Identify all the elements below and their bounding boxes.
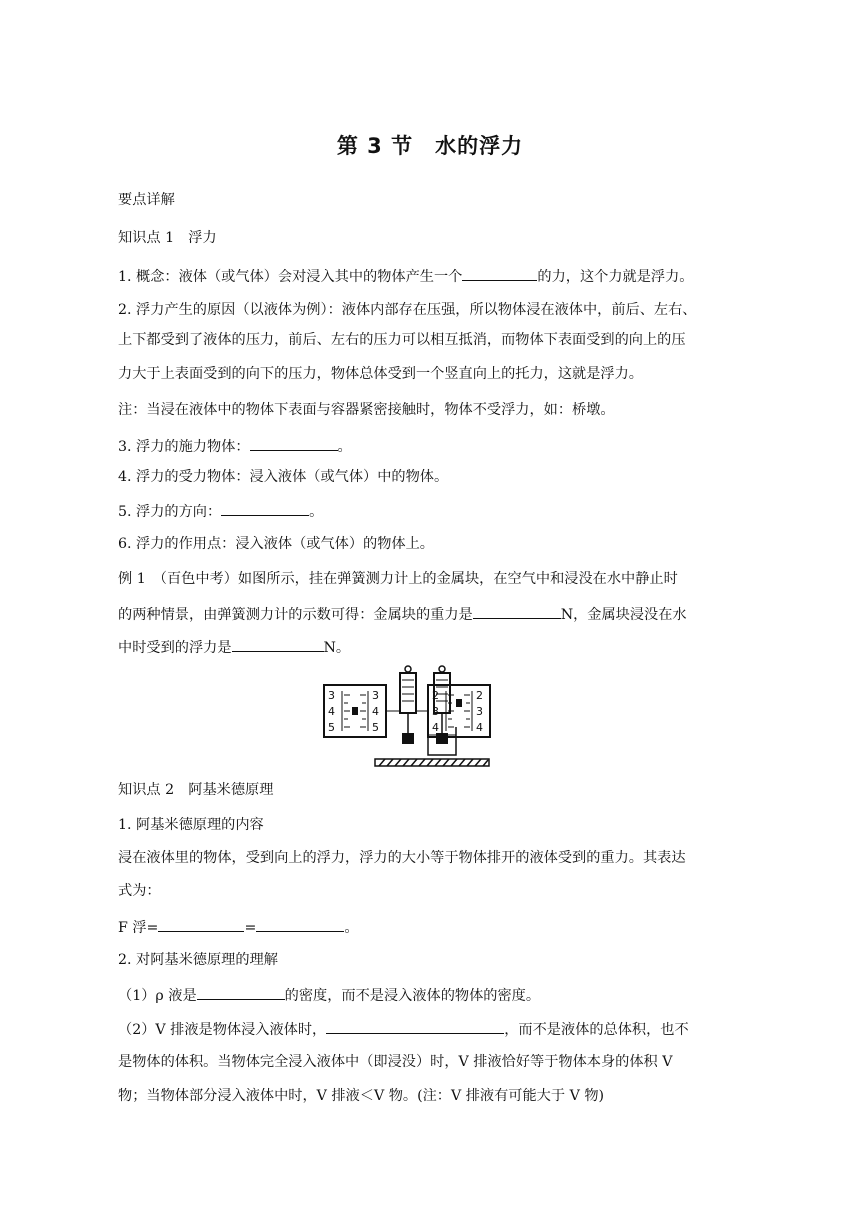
section-heading: 要点详解 <box>118 192 175 208</box>
left-scale-label: 3 <box>328 689 335 702</box>
right-scale-label: 4 <box>476 721 483 734</box>
spring-scale-figure <box>322 665 494 771</box>
left-scale-label: 5 <box>328 721 335 734</box>
note-line: 注：当浸在液体中的物体下表面与容器紧密接触时，物体不受浮力，如：桥墩。 <box>118 402 615 418</box>
right-scale-label: 4 <box>432 721 439 734</box>
paragraph-line: 物；当物体部分浸入液体中时，V 排液＜V 物。(注：V 排液有可能大于 V 物) <box>118 1088 605 1104</box>
answer-blank[interactable] <box>462 265 537 281</box>
paragraph-line: 上下都受到了液体的压力，前后、左右的压力可以相互抵消，而物体下表面受到的向上的压 <box>118 332 686 348</box>
paragraph-line: 是物体的体积。当物体完全浸入液体中（即浸没）时，V 排液恰好等于物体本身的体积 V <box>118 1054 673 1070</box>
metal-block-in-water <box>436 733 448 744</box>
example-line: 例 1 （百色中考）如图所示，挂在弹簧测力计上的金属块，在空气中和浸没在水中静止时 <box>118 571 678 587</box>
explanation-line: （1）ρ 液是 的密度，而不是浸入液体的物体的密度。 <box>118 984 744 1006</box>
force-source-line: 3. 浮力的施力物体： 。 <box>118 435 744 457</box>
concept-line: 1. 概念：液体（或气体）会对浸入其中的物体产生一个 的力，这个力就是浮力。 <box>118 265 744 287</box>
left-spring-scale-body <box>400 673 416 713</box>
left-pointer <box>352 707 358 715</box>
formula-line: F 浮= = 。 <box>118 916 744 938</box>
paragraph-line: 6. 浮力的作用点：浸入液体（或气体）的物体上。 <box>118 536 434 552</box>
right-scale-label: 3 <box>432 705 439 718</box>
paragraph-line: 浸在液体里的物体，受到向上的浮力，浮力的大小等于物体排开的液体受到的重力。其表达 <box>118 850 686 866</box>
right-scale-label: 2 <box>432 689 439 702</box>
answer-blank[interactable] <box>158 916 244 932</box>
left-scale-label: 3 <box>372 689 379 702</box>
paragraph-line: 2. 对阿基米德原理的理解 <box>118 952 278 968</box>
example-line: 的两种情景，由弹簧测力计的示数可得：金属块的重力是 N，金属块浸没在水 <box>118 603 744 625</box>
paragraph-line: 力大于上表面受到的向下的压力，物体总体受到一个竖直向上的托力，这就是浮力。 <box>118 366 643 382</box>
left-scale-label: 5 <box>372 721 379 734</box>
explanation-line: （2）V 排液是物体浸入液体时， ，而不是液体的总体积，也不 <box>118 1018 744 1040</box>
paragraph-line: 1. 阿基米德原理的内容 <box>118 817 264 833</box>
right-pointer <box>456 699 462 707</box>
left-scale-label: 4 <box>372 705 379 718</box>
answer-blank[interactable] <box>250 435 338 451</box>
left-scale-label: 4 <box>328 705 335 718</box>
page-title: 第 3 节 水的浮力 <box>336 134 524 158</box>
answer-blank[interactable] <box>256 916 344 932</box>
answer-blank[interactable] <box>326 1018 504 1034</box>
answer-blank[interactable] <box>232 636 324 652</box>
knowledge-point-2-heading: 知识点 2 阿基米德原理 <box>118 782 274 798</box>
metal-block-in-air <box>402 733 414 744</box>
example-line: 中时受到的浮力是 N。 <box>118 636 744 658</box>
paragraph-line: 式为： <box>118 883 161 899</box>
right-scale-label: 3 <box>476 705 483 718</box>
paragraph-line: 4. 浮力的受力物体：浸入液体（或气体）中的物体。 <box>118 469 449 485</box>
answer-blank[interactable] <box>473 603 561 619</box>
answer-blank[interactable] <box>197 984 285 1000</box>
knowledge-point-1-heading: 知识点 1 浮力 <box>118 230 217 246</box>
paragraph-line: 2. 浮力产生的原因（以液体为例）：液体内部存在压强，所以物体浸在液体中，前后、左右、 <box>118 302 697 318</box>
answer-blank[interactable] <box>221 500 309 516</box>
right-scale-label: 2 <box>476 689 483 702</box>
force-direction-line: 5. 浮力的方向： 。 <box>118 500 744 522</box>
